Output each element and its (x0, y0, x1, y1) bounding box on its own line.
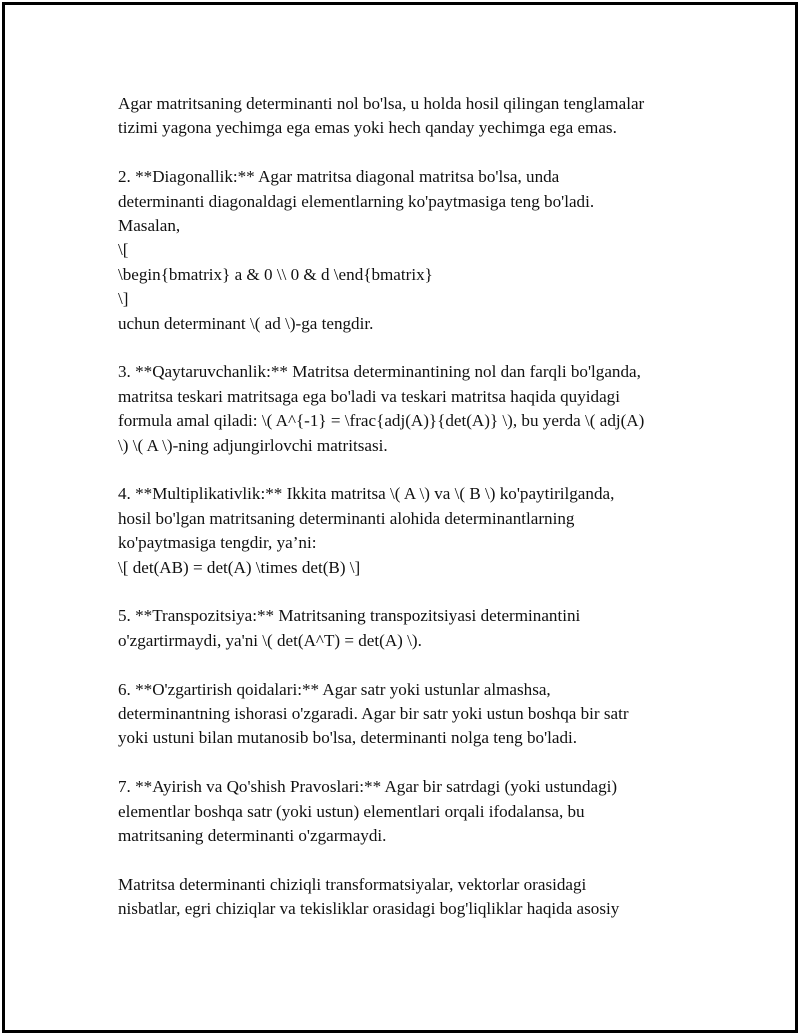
text-line: elementlar boshqa satr (yoki ustun) elementlari orqali ifodalansa, bu (118, 801, 585, 821)
paragraph-intro (118, 92, 708, 141)
text-line: \) \( A \)-ning adjungirlovchi matritsasi. (118, 435, 388, 455)
paragraph-diagonallik (118, 165, 708, 336)
text-line: o'zgartirmaydi, ya'ni \( det(A^T) = det(A) \). (118, 630, 422, 650)
text-line: uchun determinant \( ad \)-ga tengdir. (118, 313, 374, 333)
paragraph-ozgartirish (118, 678, 708, 751)
text-line: yoki ustuni bilan mutanosib bo'lsa, determinanti nolga teng bo'ladi. (118, 728, 578, 748)
text-line: 5. **Transpozitsiya:** Matritsaning transpozitsiyasi determinantini (118, 606, 581, 626)
text-line: formula amal qiladi: \( A^{-1} = \frac{adj(A)}{det(A)} \), bu yerda \( adj(A) (118, 411, 645, 431)
text-line: matritsa teskari matritsaga ega bo'ladi va teskari matritsa haqida quyidagi (118, 386, 620, 406)
text-line: \[ det(AB) = det(A) \times det(B) \] (118, 557, 361, 577)
paragraph-multiplikativlik (118, 482, 708, 580)
paragraph-closing (118, 873, 708, 922)
text-line: 3. **Qaytaruvchanlik:** Matritsa determinantining nol dan farqli bo'lganda, (118, 362, 641, 382)
text-line: determinantning ishorasi o'zgaradi. Agar bir satr yoki ustun boshqa bir satr (118, 704, 629, 724)
text-line: Masalan, (118, 216, 181, 236)
text-line: ko'paytmasiga tengdir, ya’ni: (118, 533, 317, 553)
paragraph-ayirish (118, 775, 708, 848)
text-line: \[ (118, 240, 129, 260)
text-line: hosil bo'lgan matritsaning determinanti alohida determinantlarning (118, 508, 575, 528)
paragraph-transpozitsiya (118, 604, 708, 653)
text-line: matritsaning determinanti o'zgarmaydi. (118, 826, 387, 846)
text-line: determinanti diagonaldagi elementlarning ko'paytmasiga teng bo'ladi. (118, 191, 595, 211)
paragraph-qaytaruvchanlik (118, 360, 708, 458)
text-line: 7. **Ayirish va Qo'shish Pravoslari:** Agar bir satrdagi (yoki ustundagi) (118, 777, 618, 797)
text-line: 4. **Multiplikativlik:** Ikkita matritsa \( A \) va \( B \) ko'paytirilganda, (118, 484, 615, 504)
text-line: tizimi yagona yechimga ega emas yoki hech qanday yechimga ega emas. (118, 118, 617, 138)
text-line: \begin{bmatrix} a & 0 \\ 0 & d \end{bmatrix} (118, 264, 433, 284)
text-line: 2. **Diagonallik:** Agar matritsa diagonal matritsa bo'lsa, unda (118, 167, 560, 187)
text-line: nisbatlar, egri chiziqlar va tekisliklar orasidagi bog'liqliklar haqida asosiy (118, 899, 620, 919)
text-line: 6. **O'zgartirish qoidalari:** Agar satr yoki ustunlar almashsa, (118, 679, 551, 699)
text-line: Agar matritsaning determinanti nol bo'lsa, u holda hosil qilingan tenglamalar (118, 94, 645, 113)
text-line: Matritsa determinanti chiziqli transformatsiyalar, vektorlar orasidagi (118, 874, 587, 894)
text-line: \] (118, 289, 129, 309)
document-body (118, 92, 708, 946)
